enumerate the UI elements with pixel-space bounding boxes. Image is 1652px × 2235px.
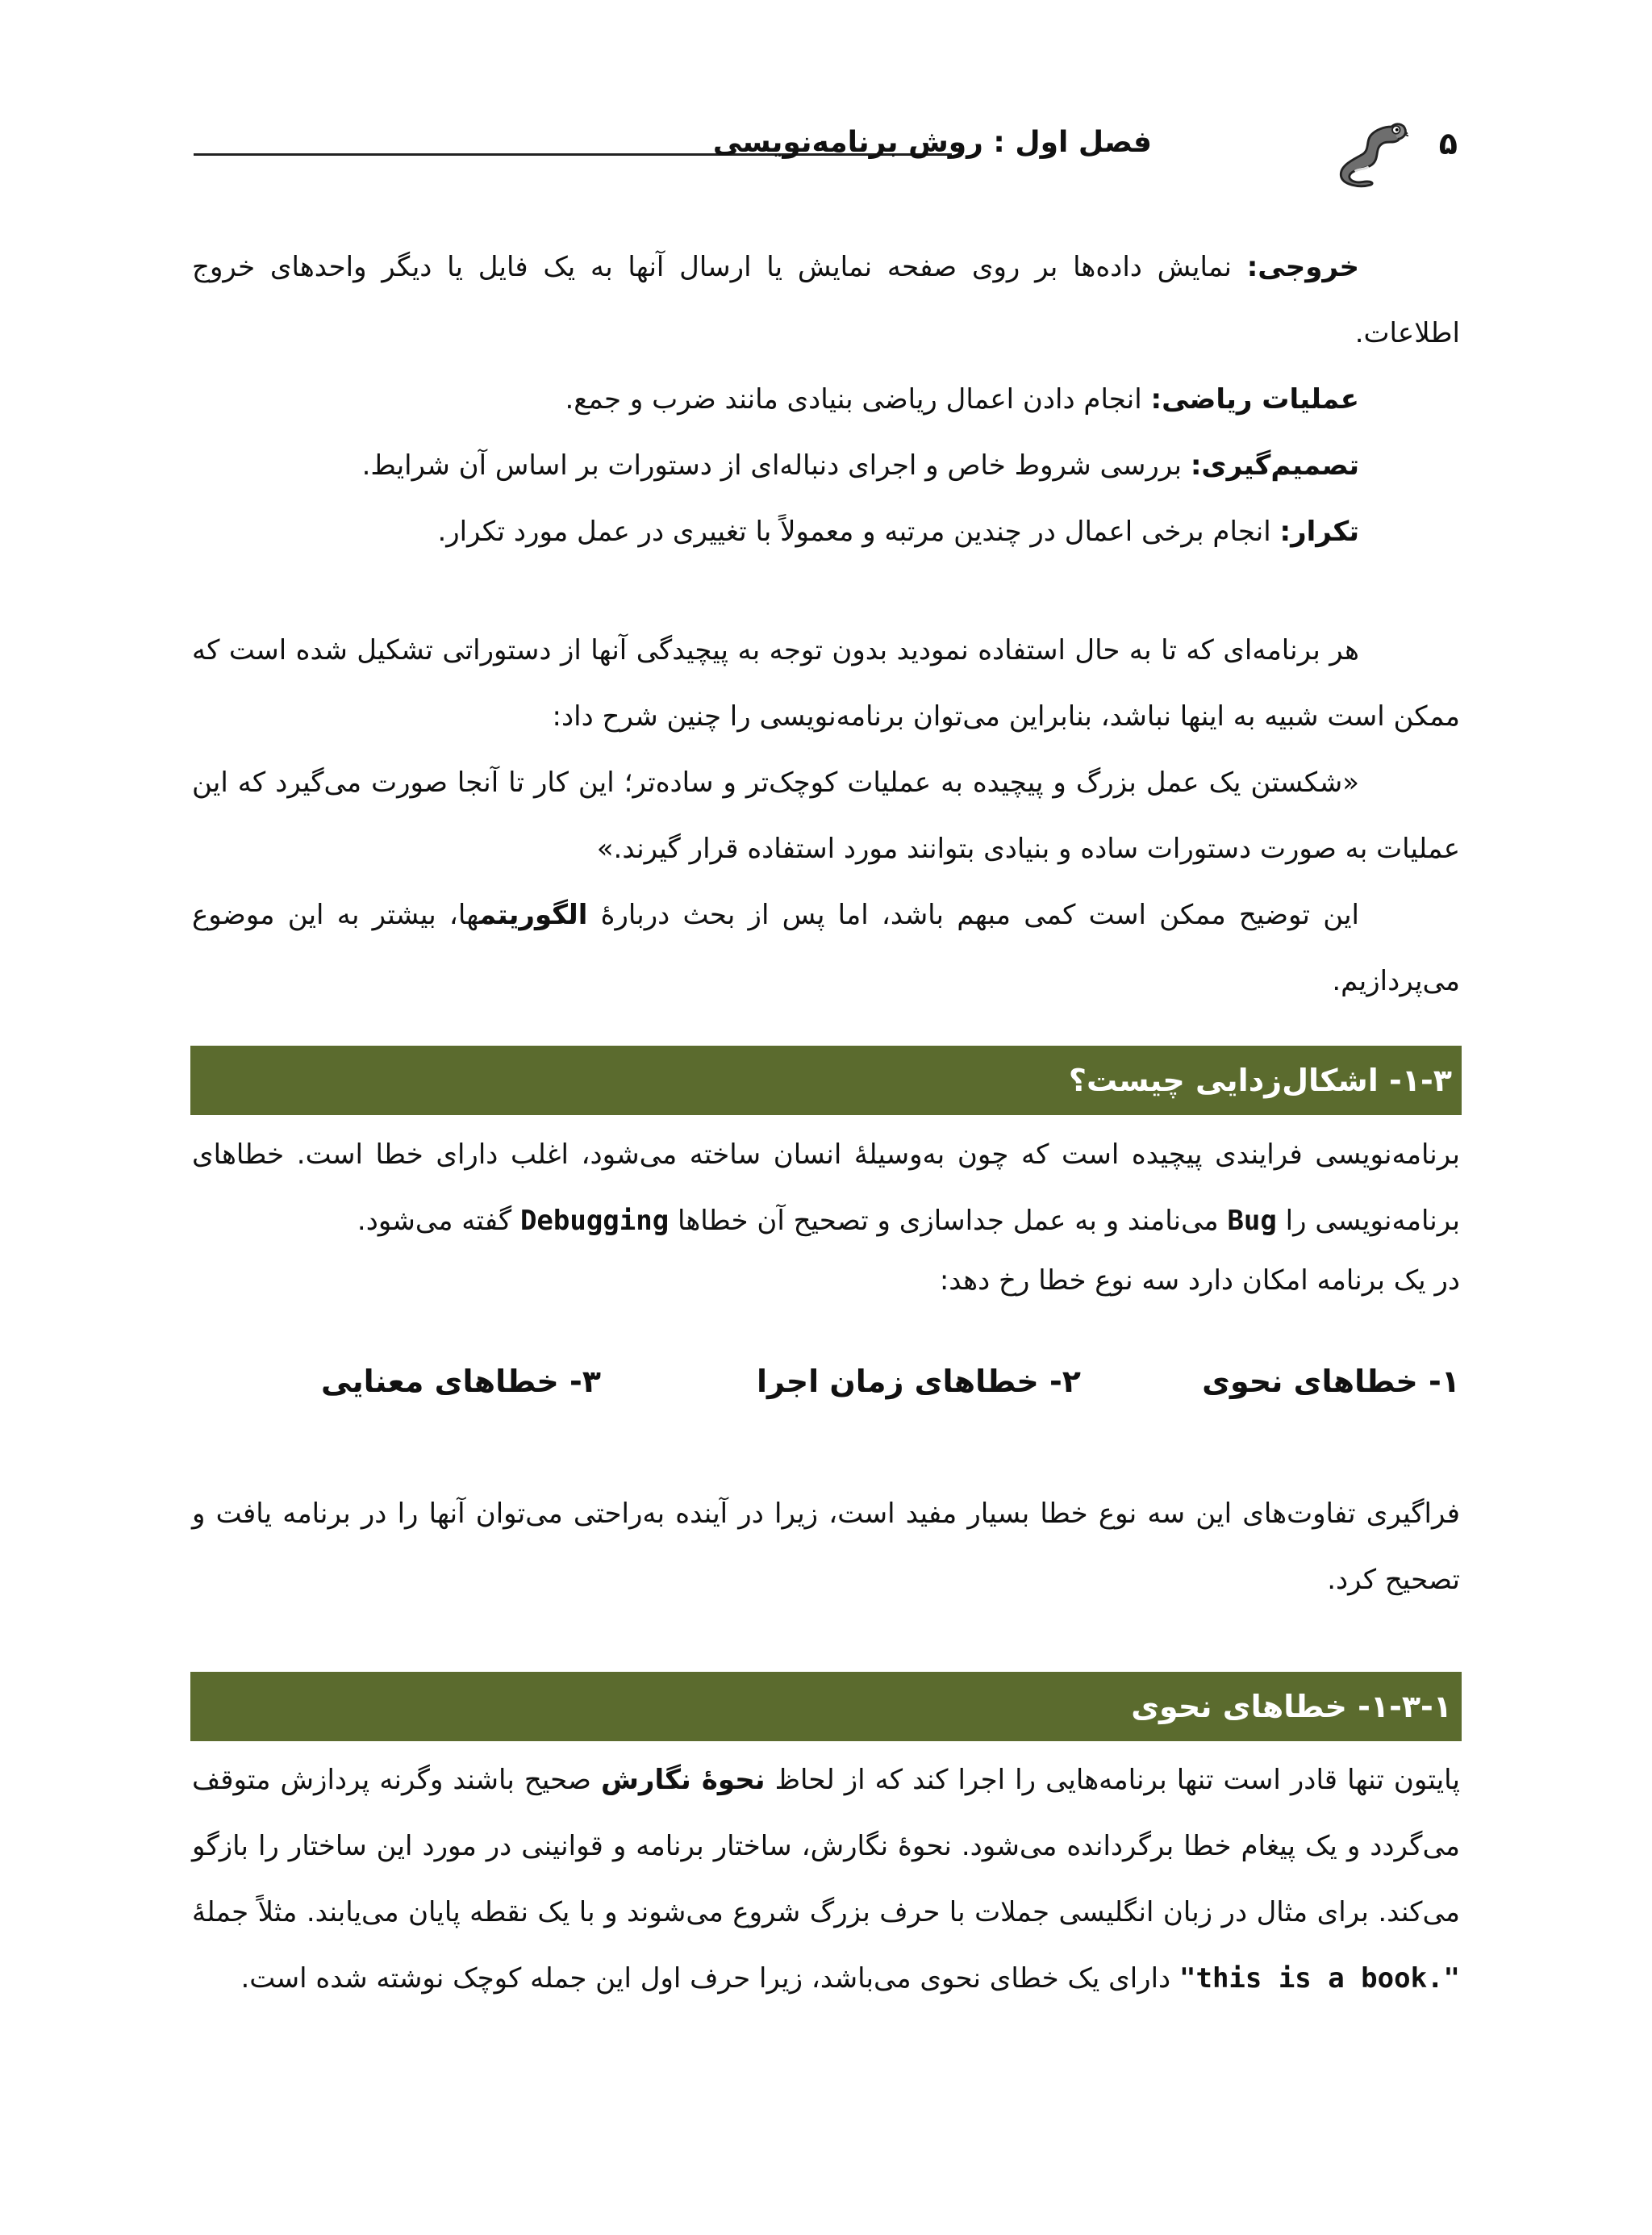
repeat-text: انجام برخی اعمال در چندین مرتبه و معمولاً با تغییری در عمل مورد تکرار. [437,516,1280,548]
body-paragraph-3-b: ها، بیشتر به این موضوع می‌پردازیم. [192,899,1460,997]
repeat-item [192,499,1460,565]
algorithm-term: الگوریتم [478,899,588,931]
body-paragraph-1: هر برنامه‌ای که تا به حال استفاده نمودید بدون توجه به پیچیدگی آنها از دستوراتی تشکیل شده است که ممکن است شبیه به اینها نباشد، بنابراین می‌توان برنامه‌نویسی را چنین شرح داد: [192,634,1460,733]
math-label: عملیات ریاضی: [1150,383,1359,416]
repeat-label: تکرار: [1279,516,1359,548]
code-example: "this is a book." [1179,1962,1460,1995]
debugging-term: Debugging [519,1205,670,1237]
section1-paragraph-1-b: می‌نامند و به عمل جداسازی و تصحیح آن خطاها [669,1205,1228,1237]
section-heading-syntax-errors: ۱-۳-۱- خطاهای نحوی [190,1672,1462,1741]
section2-paragraph-a: پایتون تنها قادر است تنها برنامه‌هایی را اجرا کند که از لحاظ [765,1764,1460,1796]
section1-closing [192,1481,1460,1613]
body-paragraph-3 [192,882,1460,1014]
section2-text [192,1747,1460,2012]
body-quote: «شکستن یک عمل بزرگ و پیچیده به عملیات کوچک‌تر و ساده‌تر؛ این کار تا آنجا صورت می‌گیرد که این عملیات به صورت دستورات ساده و بنیادی بتوانند مورد استفاده قرار گیرند.» [192,767,1460,865]
section1-paragraph-1-a: برنامه‌نویسی فرایندی پیچیده است که چون به‌وسیلهٔ انسان ساخته می‌شود، اغلب دارای خطا است. خطاهای برنامه‌نویسی را [192,1138,1460,1237]
body-paragraph-3-a: این توضیح ممکن است کمی مبهم باشد، اما پس از بحث دربارهٔ [587,899,1359,931]
error-type-semantic: ۳- خطاهای معنایی [320,1364,601,1399]
chapter-title: فصل اول : روش برنامه‌نویسی [712,126,1152,159]
section2-paragraph-b: صحیح باشند وگرنه پردازش متوقف می‌گردد و یک پیغام خطا برگردانده می‌شود. نحوهٔ نگارش، ساختار برنامه و قوانینی در مورد این ساختار را بازگو می‌کند. برای مثال در زبان انگلیسی جملات با حرف بزرگ شروع می‌شوند و با یک نقطه پایان می‌یابند. مثلاً جملهٔ [192,1764,1460,1928]
bug-term: Bug [1227,1205,1277,1237]
decision-text: بررسی شروط خاص و اجرای دنباله‌ای از دستورات بر اساس آن شرایط. [361,449,1191,482]
section1-paragraph-1-c: گفته می‌شود. [357,1205,520,1237]
error-types-list [192,1356,1460,1420]
section2-paragraph-c: دارای یک خطای نحوی می‌باشد، زیرا حرف اول این جمله کوچک نوشته شده است. [240,1962,1179,1995]
output-label: خروجی: [1246,251,1359,283]
section2-paragraph [192,1747,1460,2012]
section-heading-debugging: ۱-۳- اشکال‌زدایی چیست؟ [190,1046,1462,1115]
output-item [192,234,1460,366]
math-item [192,366,1460,432]
intro-list [192,234,1460,565]
section1-paragraph-2: در یک برنامه امکان دارد سه نوع خطا رخ دهد: [939,1264,1460,1297]
math-text: انجام دادن اعمال ریاضی بنیادی مانند ضرب و جمع. [565,383,1151,416]
page-number: ۵ [1438,126,1458,161]
snake-icon [1332,113,1408,190]
decision-label: تصمیم‌گیری: [1190,449,1359,482]
error-type-syntax: ۱- خطاهای نحوی [1202,1364,1460,1399]
output-text: نمایش داده‌ها بر روی صفحه نمایش یا ارسال آنها به یک فایل یا دیگر واحدهای خروج اطلاعات. [192,251,1460,349]
section1-paragraph-1 [192,1122,1460,1254]
page-header [194,113,1458,194]
section1-paragraph-3: فراگیری تفاوت‌های این سه نوع خطا بسیار مفید است، زیرا در آینده به‌راحتی می‌توان آنها را در برنامه یافت و تصحیح کرد. [192,1498,1460,1596]
body-text [192,617,1460,1014]
section1-text [192,1122,1460,1307]
error-type-runtime: ۲- خطاهای زمان اجرا [757,1364,1081,1399]
decision-item [192,432,1460,499]
syntax-term: نحوهٔ نگارش [600,1764,766,1796]
